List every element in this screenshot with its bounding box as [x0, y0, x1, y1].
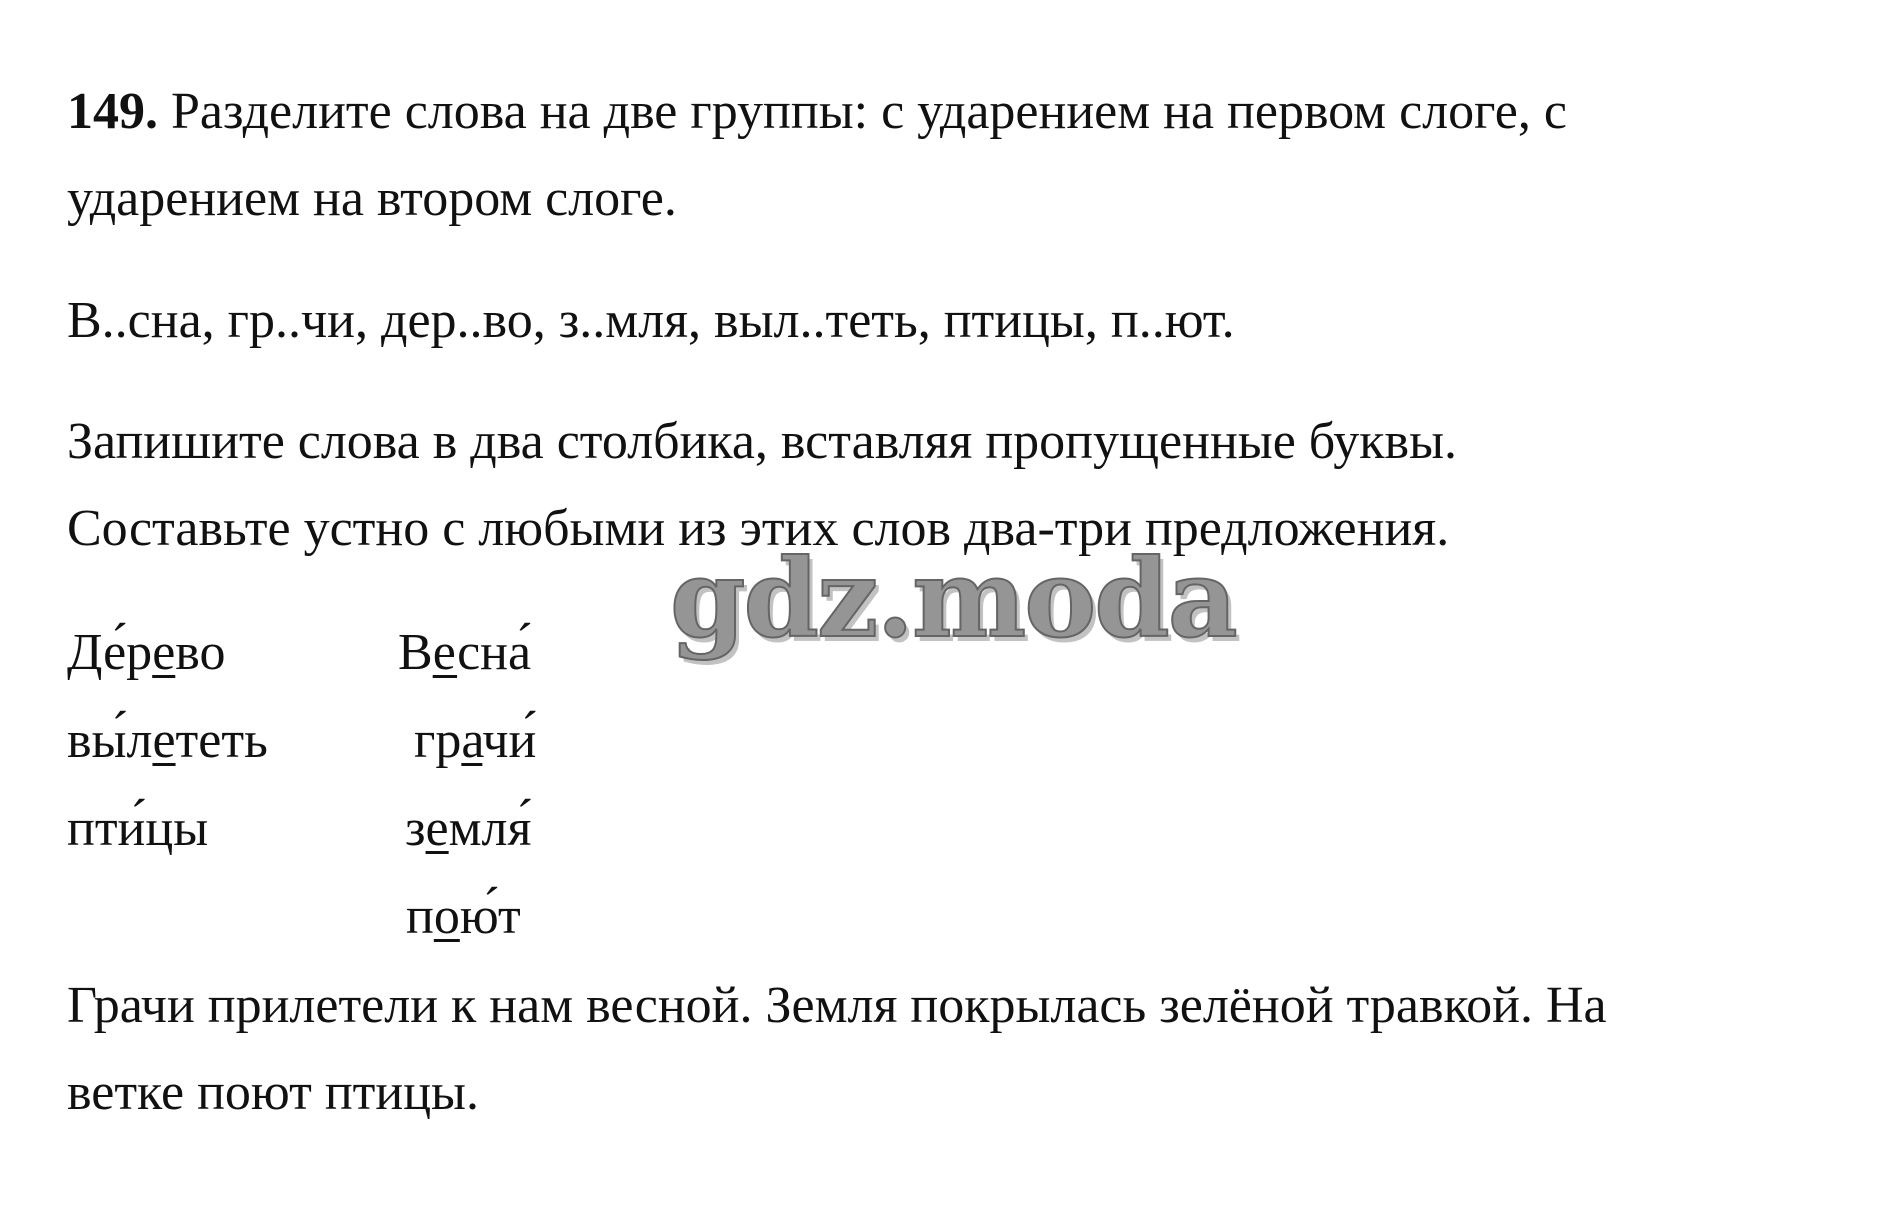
- word-part: з: [405, 800, 426, 857]
- answer-word-right: [414, 712, 537, 769]
- word-part: чи́: [482, 712, 537, 769]
- task-write-line1: Запишите слова в два столбика, вставляя пропущенные буквы.: [67, 413, 1458, 470]
- watermark-logo: gdz.moda: [670, 536, 1236, 662]
- word-part: сна́: [457, 624, 532, 681]
- underlined-letter: о: [433, 888, 460, 945]
- answer-sentences-line1: Грачи прилетели к нам весной. Земля покрылась зелёной травкой. На: [67, 977, 1607, 1034]
- task-instruction-line1: Разделите слова на две группы: с ударением на первом слоге, с: [158, 83, 1567, 140]
- word-part: гр: [414, 712, 462, 769]
- task-instruction-line2: ударением на втором слоге.: [67, 170, 677, 227]
- underlined-letter: е: [152, 624, 176, 681]
- answer-word-right: [405, 800, 532, 857]
- word-part: ю́т: [459, 888, 521, 945]
- answer-sentences-line2: ветке поют птицы.: [67, 1064, 479, 1121]
- task-number: 149.: [67, 83, 158, 140]
- task-write-line2: Составьте устно с любыми из этих слов два-три предложения.: [67, 500, 1450, 557]
- word-part: во: [175, 624, 226, 681]
- word-part: В: [398, 624, 433, 681]
- answer-word-right: [406, 888, 521, 945]
- answer-word-right: [398, 624, 532, 681]
- underlined-letter: е: [152, 712, 176, 769]
- task-words-line: В..сна, гр..чи, дер..во, з..мля, выл..теть, птицы, п..ют.: [67, 292, 1235, 349]
- word-part: мля́: [448, 800, 532, 857]
- underlined-letter: е: [425, 800, 449, 857]
- answer-word-left: [67, 800, 209, 857]
- task-header-line1: [67, 83, 1567, 140]
- word-part: вы́л: [67, 712, 153, 769]
- word-part: Де́р: [67, 624, 153, 681]
- word-part: пти́цы: [67, 800, 209, 857]
- underlined-letter: е: [432, 624, 458, 681]
- underlined-letter: а: [461, 712, 483, 769]
- answer-word-left: [67, 624, 226, 681]
- word-part: теть: [175, 712, 268, 769]
- answer-word-left: [67, 712, 268, 769]
- word-part: п: [406, 888, 434, 945]
